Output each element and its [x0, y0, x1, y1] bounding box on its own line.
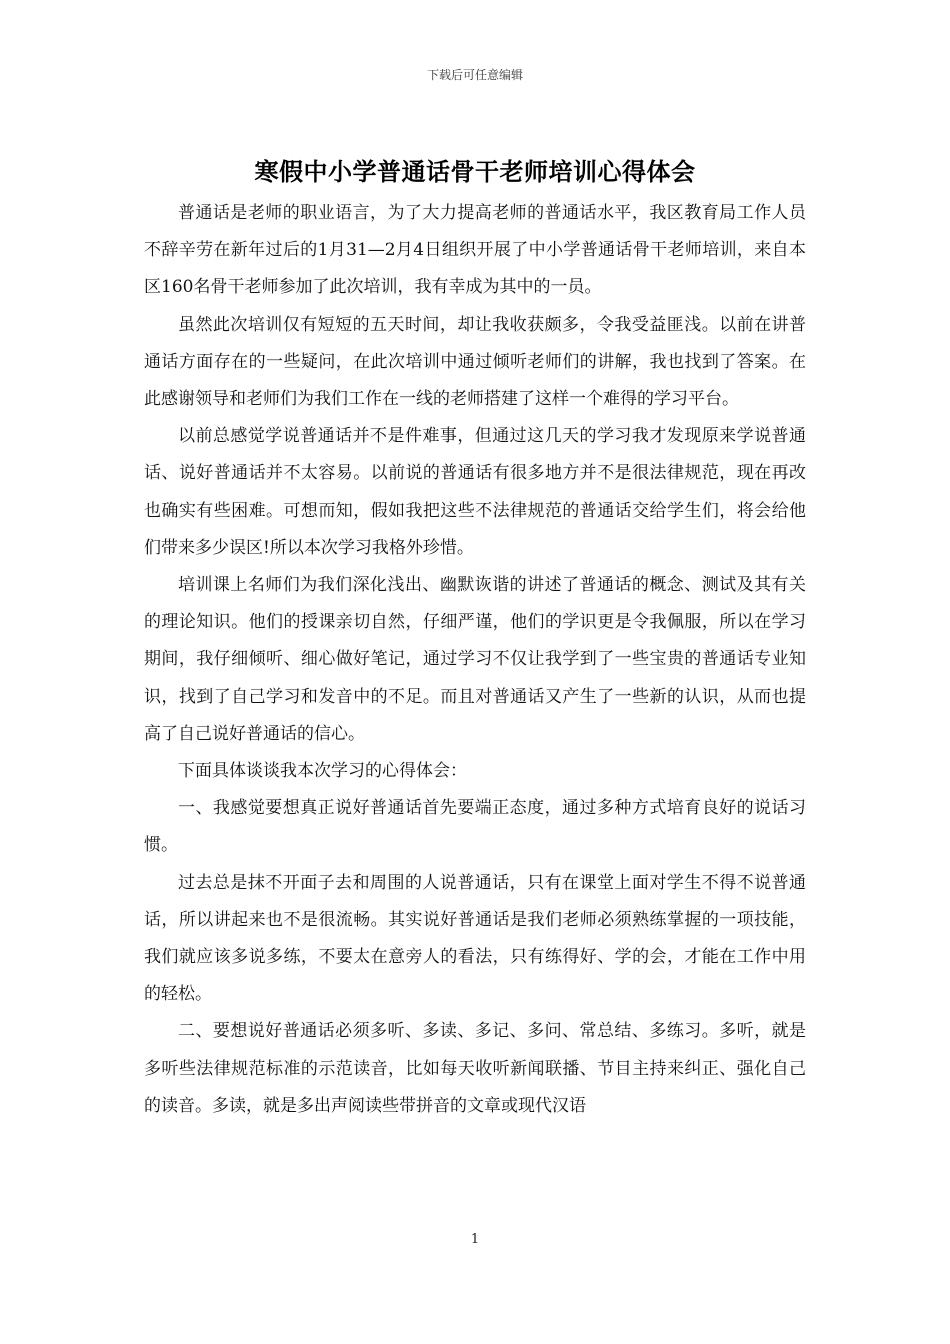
paragraph-7: 过去总是抹不开面子去和周围的人说普通话，只有在课堂上面对学生不得不说普通话，所以讲起来也不是很流畅。其实说好普通话是我们老师必须熟练掌握的一项技能，我们就应该多说多练，不要太在意旁人的看法，只有练得好、学的会，才能在工作中用的轻松。 [144, 872, 806, 1005]
paragraph-1: 普通话是老师的职业语言，为了大力提高老师的普通话水平，我区教育局工作人员不辞辛劳在新年过后的1月31—2月4日组织开展了中小学普通话骨干老师培训，来自本区160名骨干老师参加了此次培训，我有幸成为其中的一员。 [144, 203, 806, 298]
paragraph-3: 以前总感觉学说普通话并不是件难事，但通过这几天的学习我才发现原来学说普通话、说好普通话并不太容易。以前说的普通话有很多地方并不是很法律规范，现在再改也确实有些困难。可想而知，假如我把这些不法律规范的普通话交给学生们，将会给他们带来多少误区!所以本次学习我格外珍惜。 [144, 426, 806, 558]
paragraph-2: 虽然此次培训仅有短短的五天时间，却让我收获颇多，令我受益匪浅。以前在讲普通话方面存在的一些疑问，在此次培训中通过倾听老师们的讲解，我也找到了答案。在此感谢领导和老师们为我们工作在一线的老师搭建了这样一个难得的学习平台。 [144, 314, 806, 410]
header-note: 下载后可任意编辑 [426, 68, 523, 82]
paragraph-6: 一、我感觉要想真正说好普通话首先要端正态度，通过多种方式培育良好的说话习惯。 [144, 798, 806, 856]
document-title: 寒假中小学普通话骨干老师培训心得体会 [254, 157, 696, 186]
page-number: 1 [470, 1232, 480, 1247]
paragraph-8: 二、要想说好普通话必须多听、多读、多记、多问、常总结、多练习。多听，就是多听些法律规范标准的示范读音，比如每天收听新闻联播、节目主持来纠正、强化自己的读音。多读，就是多出声阅读些带拼音的文章或现代汉语 [144, 1021, 806, 1116]
document-body [144, 195, 806, 1125]
paragraph-5: 下面具体谈谈我本次学习的心得体会： [178, 761, 467, 782]
paragraph-4: 培训课上名师们为我们深化浅出、幽默诙谐的讲述了普通话的概念、测试及其有关的理论知识。他们的授课亲切自然，仔细严谨，他们的学识更是令我佩服，所以在学习期间，我仔细倾听、细心做好笔记，通过学习不仅让我学到了一些宝贵的普通话专业知识，找到了自己学习和发音中的不足。而且对普通话又产生了一些新的认识，从而也提高了自己说好普通话的信心。 [144, 575, 806, 744]
